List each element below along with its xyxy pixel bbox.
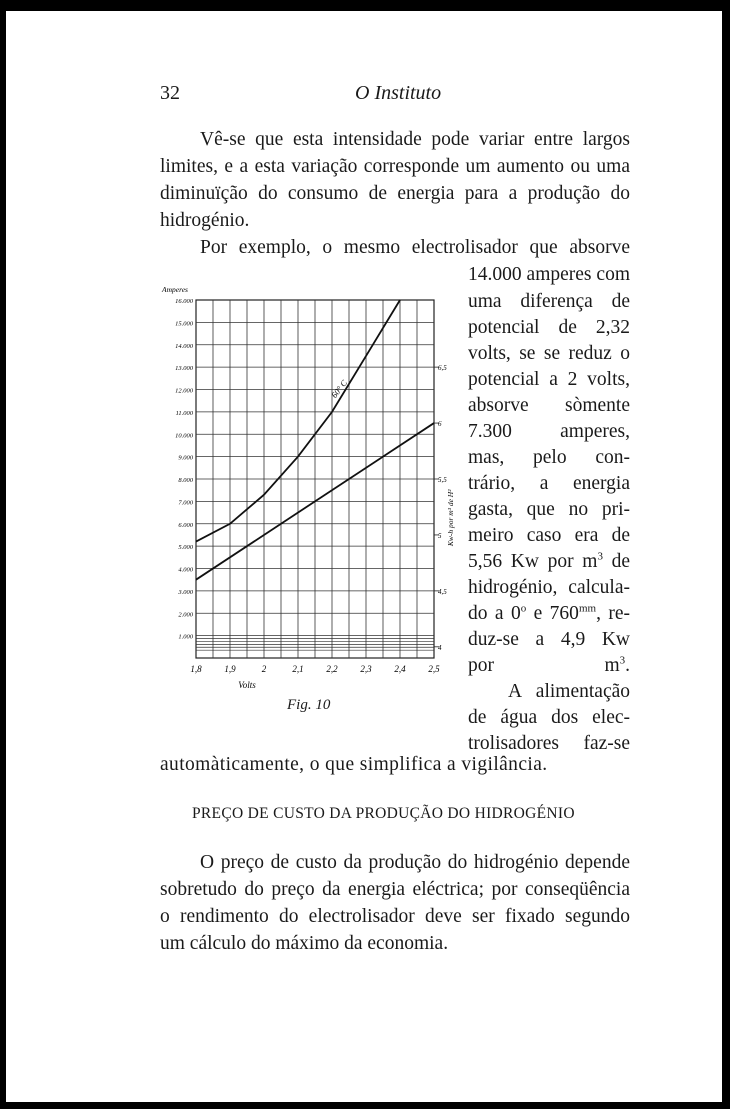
y-left-tick-label: 2.000: [178, 611, 193, 619]
y-left-tick-label: 16.000: [175, 298, 193, 305]
figure-chart: [160, 280, 460, 700]
text-line: o rendimento do electrolisador deve ser fixado segundo: [160, 906, 630, 927]
x-axis-label: Volts: [238, 680, 256, 690]
figure-caption: Fig. 10: [287, 697, 331, 713]
text-line: um cálculo do máximo da economia.: [160, 933, 449, 954]
page-number: 32: [160, 82, 180, 104]
text-line: automàticamente, o que simplifica a vigilância.: [160, 754, 548, 775]
y-right-tick-label: 6,5: [438, 364, 447, 373]
text-line: trário, a energia: [468, 473, 630, 494]
text-line: limites, e a esta variação corresponde um aumento ou uma: [160, 156, 630, 177]
text-line: gasta, que no pri-: [468, 499, 630, 520]
text-line: Vê-se que esta intensidade pode variar entre largos: [200, 129, 630, 150]
x-tick-label: 2,3: [360, 664, 372, 674]
text-line: 7.300 amperes,: [468, 421, 630, 442]
x-tick-label: 2: [261, 664, 267, 674]
x-tick-label: 1,8: [190, 664, 202, 674]
text-line: Por exemplo, o mesmo electrolisador que absorve: [200, 237, 630, 258]
x-tick-label: 2,4: [394, 664, 406, 674]
scan-border-top: [0, 0, 730, 11]
y-right-tick-label: 5: [438, 531, 442, 540]
text-line: potencial de 2,32: [468, 317, 630, 338]
x-tick-label: 2,1: [292, 664, 304, 674]
y-left-tick-label: 3.000: [178, 588, 193, 596]
y-right-tick-label: 4: [438, 643, 442, 652]
y-left-tick-label: 1.000: [178, 633, 193, 641]
text-line: A alimentação: [508, 681, 630, 702]
chart-grid: [196, 300, 439, 658]
scan-border-bottom: [0, 1102, 730, 1109]
text-line: duz-se a 4,9 Kw: [468, 629, 630, 650]
text-line: sobretudo do preço da energia eléctrica; por conseqüência: [160, 879, 630, 900]
text-line: meiro caso era de: [468, 525, 630, 546]
y-left-tick-label: 5.000: [178, 544, 193, 552]
text-line: por $m^3$.: [468, 654, 630, 676]
y-left-tick-label: 11.000: [175, 409, 193, 417]
y-left-tick-label: 13.000: [175, 365, 193, 373]
y-left-tick-label: 15.000: [175, 320, 193, 328]
y-right-axis-label: Kw-h por m³ de H²: [446, 489, 455, 547]
y-left-tick-label: 12.000: [175, 387, 193, 395]
text-line: hidrogénio, calcula-: [468, 577, 630, 598]
y-right-tick-label: 5,5: [438, 476, 447, 484]
text-line: do a 0$^o$ e $760^{mm}$, re-: [468, 602, 630, 624]
y-left-tick-label: 10.000: [175, 432, 193, 440]
y-left-tick-label: 14.000: [175, 342, 193, 350]
scan-border-right: [722, 0, 730, 1109]
y-left-tick-label: 9.000: [178, 454, 193, 462]
section-heading: PREÇO DE CUSTO DA PRODUÇÃO DO HIDROGÉNIO: [192, 805, 575, 822]
text-line: trolisadores faz-se: [468, 733, 630, 754]
x-tick-label: 2,5: [428, 664, 440, 674]
text-line: volts, se se reduz o: [468, 343, 630, 364]
x-tick-label: 2,2: [326, 664, 338, 674]
text-line: diminuïção do consumo de energia para a produção do: [160, 183, 630, 204]
x-tick-label: 1,9: [224, 664, 236, 674]
y-left-tick-label: 8.000: [178, 477, 193, 484]
y-left-axis-label: Amperes: [162, 285, 188, 294]
text-line: 14.000 amperes com: [468, 264, 630, 285]
y-right-tick-label: 4,5: [438, 587, 447, 596]
text-line: mas, pelo con-: [468, 447, 630, 468]
text-line: 5,56 Kw por $m^3$ de: [468, 550, 631, 572]
text-line: O preço de custo da produção do hidrogénio depende: [200, 852, 630, 873]
text-line: hidrogénio.: [160, 210, 250, 231]
y-right-tick-label: 6: [438, 420, 442, 429]
y-left-tick-label: 6.000: [178, 521, 193, 529]
scan-border-left: [0, 0, 6, 1109]
curve-label: 60° C: [329, 377, 350, 400]
text-line: potencial a 2 volts,: [468, 369, 630, 390]
text-line: de água dos elec-: [468, 707, 630, 728]
text-line: absorve sòmente: [468, 395, 630, 416]
y-left-tick-label: 4.000: [178, 566, 193, 574]
y-left-tick-label: 7.000: [178, 499, 193, 507]
running-head: O Instituto: [355, 82, 442, 104]
chart-labels: [161, 285, 455, 690]
text-line: uma diferença de: [468, 291, 630, 312]
